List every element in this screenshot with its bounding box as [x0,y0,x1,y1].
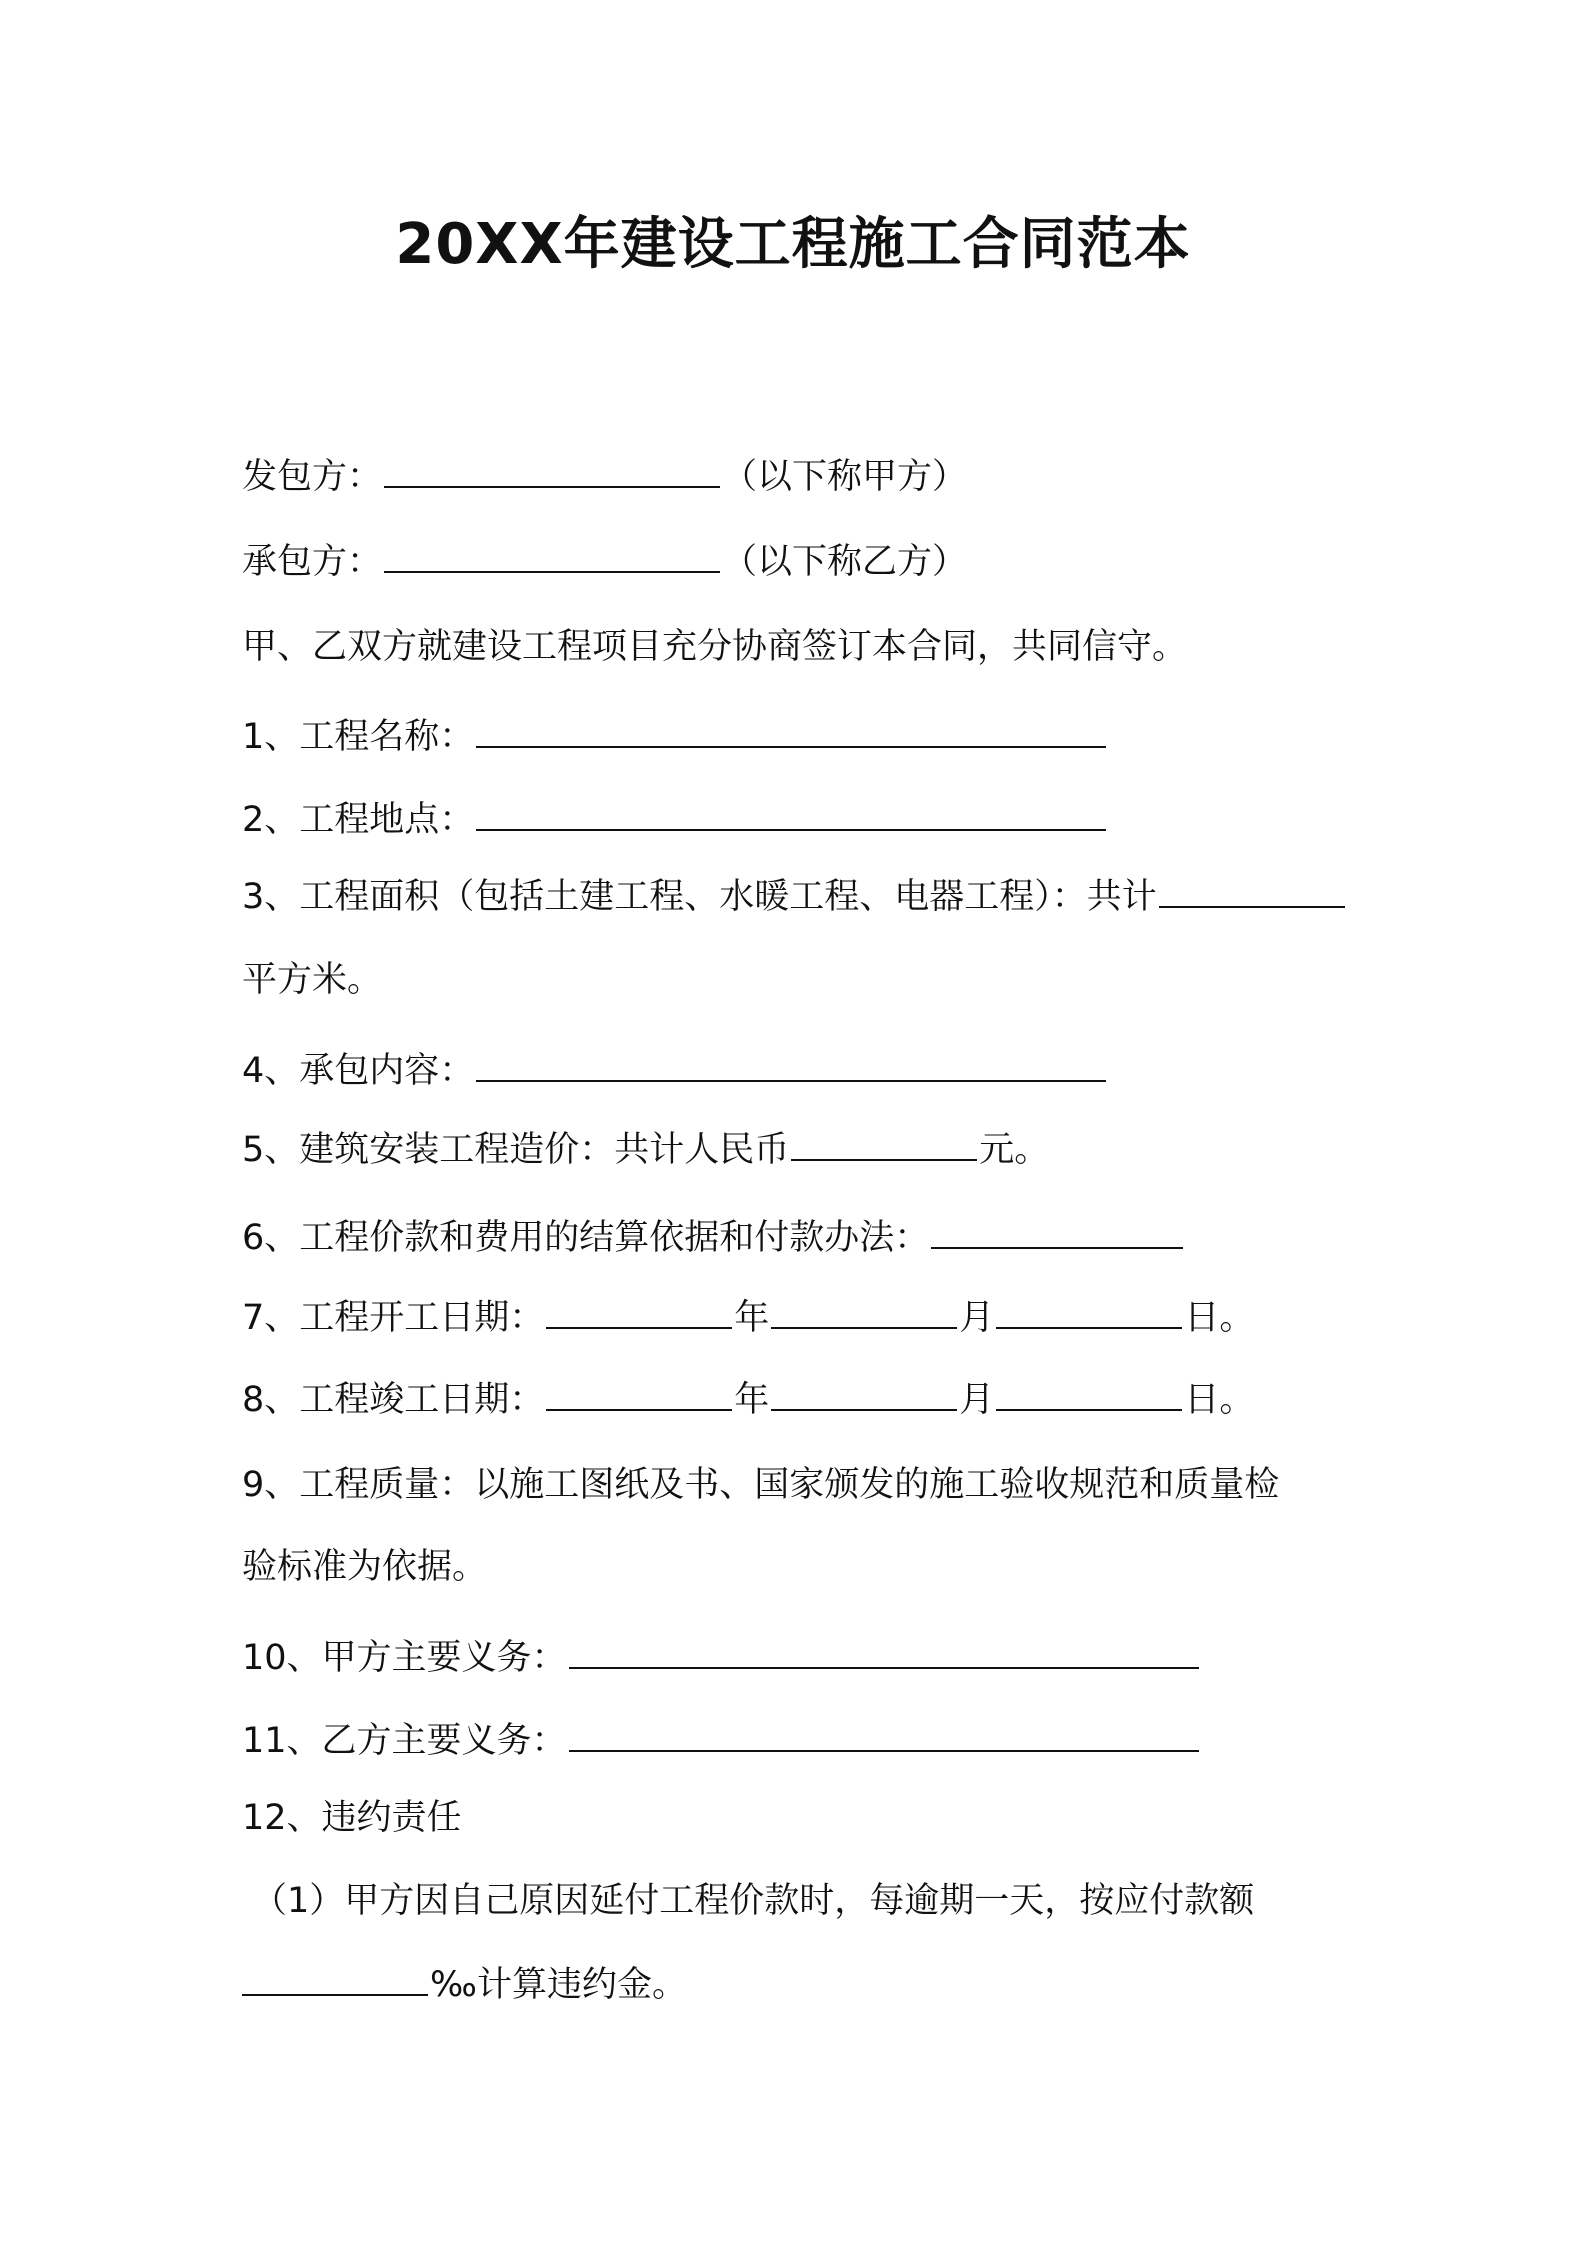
contractor-name-field[interactable] [384,539,720,573]
employer-label: 发包方： [242,457,383,497]
project-name-field[interactable] [476,714,1106,748]
clause-2-label: 2、工程地点： [242,800,475,840]
year-label: 年 [734,1298,770,1338]
contract-price-field[interactable] [791,1127,977,1161]
contractor-suffix: （以下称乙方） [722,542,968,582]
clause-12-1-suffix: ‰计算违约金。 [430,1965,687,2005]
clause-4 [242,1046,1108,1096]
clause-12: 12、违约责任 [242,1798,462,1838]
clause-9-line-1: 9、工程质量：以施工图纸及书、国家颁发的施工验收规范和质量检 [242,1465,1280,1505]
end-day-field[interactable] [996,1377,1182,1411]
clause-7 [242,1293,1254,1343]
contractor-label: 承包方： [242,542,383,582]
start-month-field[interactable] [771,1295,957,1329]
start-day-field[interactable] [996,1295,1182,1329]
year-label: 年 [734,1380,770,1420]
document-title: 20XX年建设工程施工合同范本 [395,212,1191,277]
penalty-rate-field[interactable] [242,1962,428,1996]
party-a-obligations-field[interactable] [569,1635,1199,1669]
clause-12-1-line-2 [242,1960,687,2010]
clause-4-label: 4、承包内容： [242,1051,475,1091]
payment-method-field[interactable] [931,1215,1183,1249]
employer-suffix: （以下称甲方） [722,457,968,497]
clause-1-label: 1、工程名称： [242,717,475,757]
contractor-line [242,537,967,587]
clause-5 [242,1125,1049,1175]
clause-7-label: 7、工程开工日期： [242,1298,545,1338]
clause-2 [242,795,1108,845]
month-label: 月 [959,1298,995,1338]
clause-3 [242,872,1347,922]
clause-11-label: 11、乙方主要义务： [242,1721,567,1761]
day-label: 日。 [1184,1380,1255,1420]
clause-3-continuation: 平方米。 [242,960,383,1000]
clause-6-label: 6、工程价款和费用的结算依据和付款办法： [242,1218,930,1258]
contract-scope-field[interactable] [476,1048,1106,1082]
intro-text: 甲、乙双方就建设工程项目充分协商签订本合同，共同信守。 [242,627,1188,667]
clause-11 [242,1716,1201,1766]
clause-10 [242,1633,1201,1683]
end-month-field[interactable] [771,1377,957,1411]
clause-6 [242,1213,1185,1263]
clause-9-line-2: 验标准为依据。 [242,1547,488,1587]
clause-12-1-line-1: （1）甲方因自己原因延付工程价款时，每逾期一天，按应付款额 [252,1881,1255,1921]
project-location-field[interactable] [476,797,1106,831]
clause-5-label: 5、建筑安装工程造价：共计人民币 [242,1130,790,1170]
clause-8 [242,1375,1254,1425]
day-label: 日。 [1184,1298,1255,1338]
start-year-field[interactable] [546,1295,732,1329]
project-area-field[interactable] [1159,874,1345,908]
month-label: 月 [959,1380,995,1420]
clause-10-label: 10、甲方主要义务： [242,1638,567,1678]
employer-name-field[interactable] [384,454,720,488]
clause-3-label: 3、工程面积（包括土建工程、水暖工程、电器工程）：共计 [242,877,1157,917]
employer-line [242,452,967,502]
clause-8-label: 8、工程竣工日期： [242,1380,545,1420]
party-b-obligations-field[interactable] [569,1718,1199,1752]
clause-1 [242,712,1108,762]
clause-5-suffix: 元。 [979,1130,1050,1170]
end-year-field[interactable] [546,1377,732,1411]
